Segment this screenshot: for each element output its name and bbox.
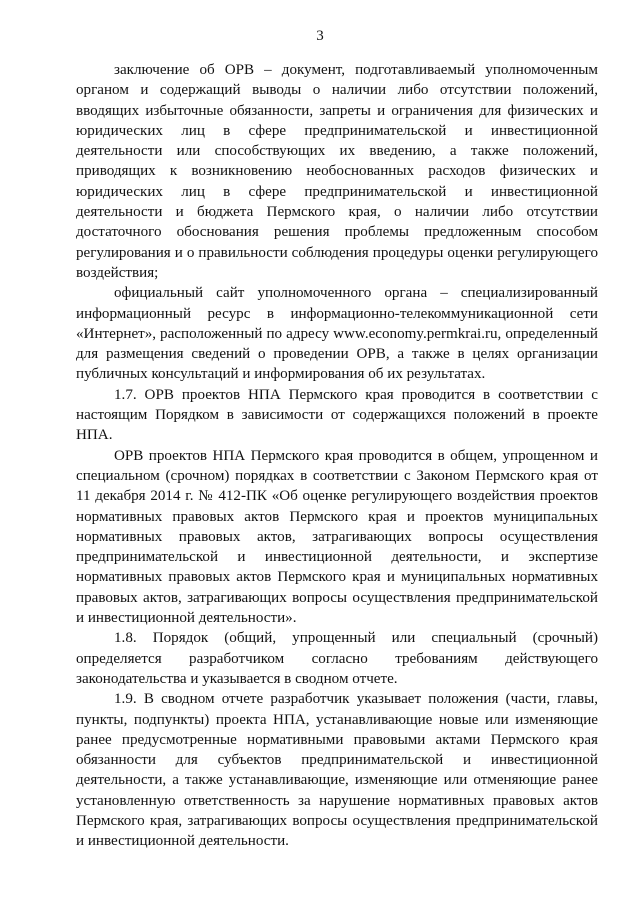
document-body: [76, 60, 598, 852]
paragraph-1-8: 1.8. Порядок (общий, упрощенный или специальный (срочный) определяется разработчиком согласно требованиям действующего законодательства и указывается в сводном отчете.: [76, 630, 598, 687]
paragraph-1-7: 1.7. ОРВ проектов НПА Пермского края проводится в соответствии с настоящим Порядком в зависимости от содержащихся положений в проекте НПА.: [76, 386, 598, 444]
paragraph-orv-procedures: ОРВ проектов НПА Пермского края проводится в общем, упрощенном и специальном (срочном) порядках в соответствии с Законом Пермского края от 11 декабря 2014 г. № 412-ПК «Об оценке регулирующего воздействия проектов нормативных правовых актов Пермского края и проектов муниципальных нормативных правовых актов, затрагивающих вопросы осуществления предпринимательской и инвестиционной деятельности, и экспертизе нормативных правовых актов Пермского края и муниципальных нормативных правовых актов, затрагивающих вопросы осуществления предпринимательской и инвестиционной деятельности».: [76, 447, 598, 627]
paragraph-1-9: 1.9. В сводном отчете разработчик указывает положения (части, главы, пункты, подпункты) проекта НПА, устанавливающие новые или изменяющие ранее предусмотренные нормативными правовыми актами Пермского края обязанности для субъектов предпринимательской и инвестиционной деятельности, а также устанавливающие, изменяющие или отменяющие ранее установленную ответственность за нарушение нормативных правовых актов Пермского края, затрагивающих вопросы осуществления предпринимательской и инвестиционной деятельности.: [76, 691, 598, 850]
page-number: 3: [316, 28, 324, 44]
paragraph-orv-conclusion-definition: заключение об ОРВ – документ, подготавливаемый уполномоченным органом и содержащий выводы о наличии либо отсутствии положений, вводящих избыточные обязанности, запреты и ограничения для физических и юридических лиц в сфере предпринимательской и инвестиционной деятельности или способствующих их введению, а также положений, приводящих к возникновению необоснованных расходов физических и юридических лиц в сфере предпринимательской и инвестиционной деятельности и бюджета Пермского края, о наличии либо отсутствии достаточного обоснования решения проблемы предложенным способом регулирования и о правильности соблюдения процедуры оценки регулирующего воздействия;: [76, 62, 598, 281]
paragraph-official-site-definition: официальный сайт уполномоченного органа – специализированный информационный ресурс в информационно-телекоммуникационной сети «Интернет», расположенный по адресу www.economy.permkrai.ru, определенный для размещения сведений о проведении ОРВ, а также в целях организации публичных консультаций и информирования об их результатах.: [76, 285, 598, 383]
